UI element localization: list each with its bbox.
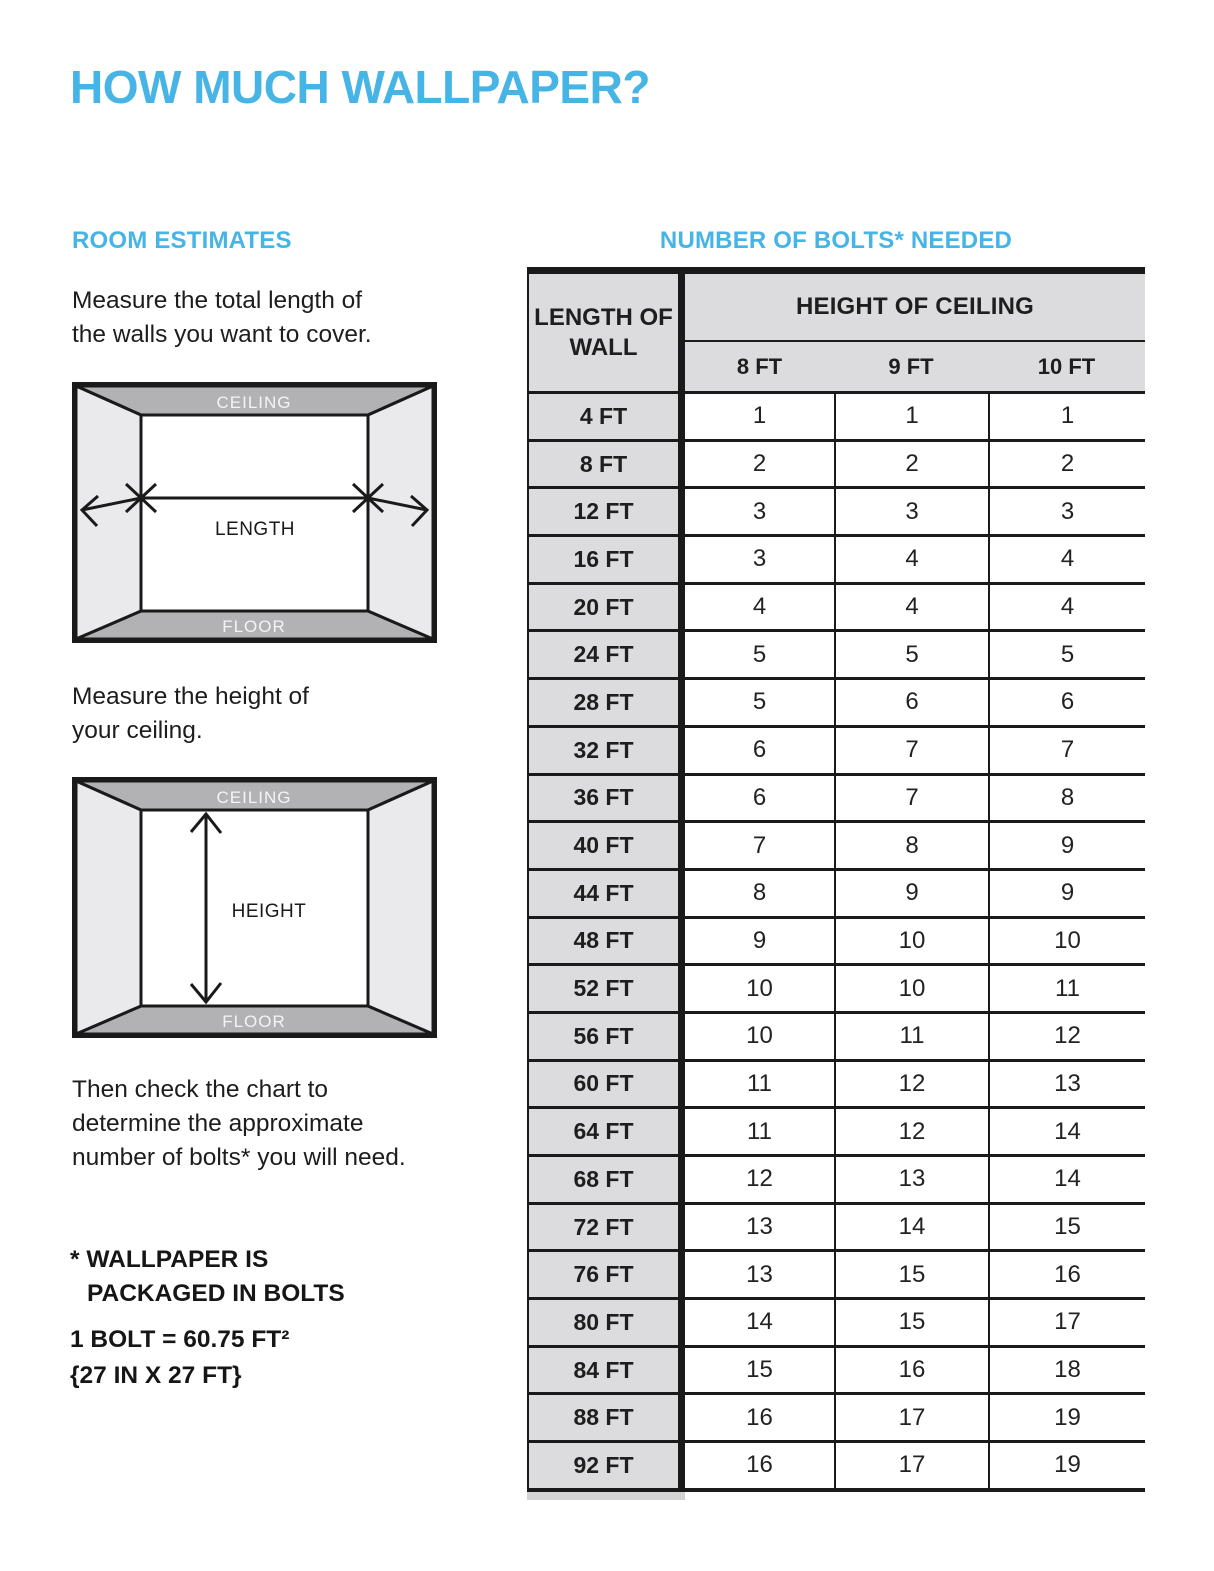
bolt-count-cell: 12 <box>988 1014 1145 1059</box>
wall-length-cell: 80 FT <box>527 1300 685 1345</box>
table-top-border <box>527 267 1145 274</box>
wall-length-cell: 4 FT <box>527 394 685 439</box>
instruction-line: your ceiling. <box>72 717 203 744</box>
bolt-count-cell: 14 <box>834 1205 988 1250</box>
bolt-count-cell: 1 <box>834 394 988 439</box>
bolt-count-cell: 8 <box>988 776 1145 821</box>
table-row <box>527 391 1145 439</box>
bolt-count-cell: 7 <box>834 728 988 773</box>
table-row <box>527 1392 1145 1440</box>
ceiling-height-header-group <box>685 274 1145 391</box>
bolt-count-cell: 9 <box>988 823 1145 868</box>
instruction-line: determine the approximate <box>72 1110 364 1137</box>
column-header-9ft: 9 FT <box>888 353 934 379</box>
table-row <box>527 916 1145 964</box>
table-row <box>527 820 1145 868</box>
footnote-asterisk: * <box>70 1246 80 1273</box>
bolt-count-cell: 11 <box>988 966 1145 1011</box>
bolt-count-cell: 1 <box>685 394 834 439</box>
ceiling-height-subheaders <box>685 340 1145 391</box>
right-wall <box>368 781 433 1034</box>
bolt-count-cell: 2 <box>685 442 834 487</box>
table-row <box>527 677 1145 725</box>
bolt-count-cell: 15 <box>685 1348 834 1393</box>
bolt-count-cell: 19 <box>988 1395 1145 1440</box>
wall-length-cell: 24 FT <box>527 632 685 677</box>
wall-length-cell: 60 FT <box>527 1062 685 1107</box>
bolt-count-cell: 10 <box>685 966 834 1011</box>
bolt-count-cell: 17 <box>834 1443 988 1488</box>
bolt-count-cell: 2 <box>834 442 988 487</box>
bolt-count-cell: 12 <box>834 1109 988 1154</box>
bolts-table <box>527 267 1145 1500</box>
bolt-count-cell: 13 <box>685 1252 834 1297</box>
wall-length-cell: 52 FT <box>527 966 685 1011</box>
room-length-diagram <box>72 382 437 643</box>
bolt-count-cell: 5 <box>685 680 834 725</box>
instruction-line: the walls you want to cover. <box>72 321 372 348</box>
table-row <box>527 1345 1145 1393</box>
length-label: LENGTH <box>214 519 296 540</box>
ceiling-label: CEILING <box>216 788 292 807</box>
column-header-10ft: 10 FT <box>1037 353 1096 379</box>
bolt-count-cell: 1 <box>988 394 1145 439</box>
bolt-count-cell: 13 <box>988 1062 1145 1107</box>
left-wall <box>76 781 141 1034</box>
table-row <box>527 439 1145 487</box>
wall-length-cell: 76 FT <box>527 1252 685 1297</box>
bolts-footnote <box>70 1243 345 1311</box>
table-row <box>527 1059 1145 1107</box>
bolt-count-cell: 3 <box>988 489 1145 534</box>
wall-length-cell: 8 FT <box>527 442 685 487</box>
bolt-count-cell: 4 <box>834 585 988 630</box>
bolts-table-heading: NUMBER OF BOLTS* NEEDED <box>659 227 1013 254</box>
instruction-line: Then check the chart to <box>72 1076 329 1103</box>
room-estimates-heading: ROOM ESTIMATES <box>72 227 292 254</box>
check-chart-instruction <box>72 1073 406 1175</box>
table-row <box>527 963 1145 1011</box>
bolt-count-cell: 4 <box>988 537 1145 582</box>
wall-length-cell: 92 FT <box>527 1443 685 1488</box>
bolt-count-cell: 15 <box>834 1300 988 1345</box>
bolt-count-cell: 7 <box>685 823 834 868</box>
height-label: HEIGHT <box>231 901 307 922</box>
wall-length-cell: 84 FT <box>527 1348 685 1393</box>
bolt-count-cell: 6 <box>685 728 834 773</box>
wall-length-cell: 36 FT <box>527 776 685 821</box>
wall-length-cell: 72 FT <box>527 1205 685 1250</box>
bolt-count-cell: 17 <box>988 1300 1145 1345</box>
wall-length-cell: 68 FT <box>527 1157 685 1202</box>
bolt-count-cell: 11 <box>685 1062 834 1107</box>
table-row <box>527 1297 1145 1345</box>
table-row <box>527 1249 1145 1297</box>
table-row <box>527 1106 1145 1154</box>
bolt-count-cell: 10 <box>685 1014 834 1059</box>
footnote-line: PACKAGED IN BOLTS <box>87 1280 345 1307</box>
table-row <box>527 1202 1145 1250</box>
table-row <box>527 725 1145 773</box>
bolt-count-cell: 3 <box>685 489 834 534</box>
wall-length-cell: 40 FT <box>527 823 685 868</box>
bolt-count-cell: 12 <box>834 1062 988 1107</box>
wall-length-cell: 64 FT <box>527 1109 685 1154</box>
bolt-count-cell: 16 <box>834 1348 988 1393</box>
back-wall <box>141 415 368 611</box>
bolt-count-cell: 14 <box>988 1109 1145 1154</box>
wall-length-cell: 56 FT <box>527 1014 685 1059</box>
table-row <box>527 1011 1145 1059</box>
bolt-count-cell: 15 <box>988 1205 1145 1250</box>
bolt-count-cell: 14 <box>988 1157 1145 1202</box>
wall-length-cell: 28 FT <box>527 680 685 725</box>
bolt-count-cell: 11 <box>685 1109 834 1154</box>
bolt-count-cell: 6 <box>834 680 988 725</box>
wall-length-cell: 32 FT <box>527 728 685 773</box>
table-bottom-strip <box>527 1492 685 1500</box>
bolt-count-cell: 5 <box>685 632 834 677</box>
bolt-count-cell: 10 <box>988 919 1145 964</box>
bolt-count-cell: 8 <box>685 871 834 916</box>
table-row <box>527 629 1145 677</box>
table-row <box>527 1154 1145 1202</box>
bolt-count-cell: 18 <box>988 1348 1145 1393</box>
bolt-count-cell: 15 <box>834 1252 988 1297</box>
bolt-equation: 1 BOLT = 60.75 FT² <box>70 1326 290 1353</box>
bolt-count-cell: 3 <box>834 489 988 534</box>
page-title: HOW MUCH WALLPAPER? <box>70 61 650 113</box>
table-body <box>527 391 1145 1492</box>
bolt-count-cell: 5 <box>988 632 1145 677</box>
bolt-count-cell: 16 <box>685 1395 834 1440</box>
bolt-count-cell: 19 <box>988 1443 1145 1488</box>
bolt-count-cell: 4 <box>834 537 988 582</box>
table-row <box>527 773 1145 821</box>
bolt-count-cell: 9 <box>988 871 1145 916</box>
table-row <box>527 486 1145 534</box>
bolt-count-cell: 9 <box>834 871 988 916</box>
bolt-count-cell: 16 <box>988 1252 1145 1297</box>
table-row <box>527 1440 1145 1488</box>
wall-length-cell: 16 FT <box>527 537 685 582</box>
wall-length-cell: 44 FT <box>527 871 685 916</box>
bolt-size-note <box>70 1322 289 1394</box>
bolt-count-cell: 8 <box>834 823 988 868</box>
wall-length-cell: 48 FT <box>527 919 685 964</box>
floor-label: FLOOR <box>222 1012 286 1031</box>
wall-length-cell: 88 FT <box>527 1395 685 1440</box>
table-row <box>527 868 1145 916</box>
ceiling-label: CEILING <box>216 393 292 412</box>
measure-height-instruction <box>72 680 309 748</box>
bolt-count-cell: 13 <box>834 1157 988 1202</box>
table-row <box>527 582 1145 630</box>
floor-label: FLOOR <box>222 617 286 636</box>
wall-length-cell: 20 FT <box>527 585 685 630</box>
bolt-count-cell: 12 <box>685 1157 834 1202</box>
bolt-count-cell: 16 <box>685 1443 834 1488</box>
wall-length-cell: 12 FT <box>527 489 685 534</box>
bolt-count-cell: 10 <box>834 919 988 964</box>
footnote-line: WALLPAPER IS <box>86 1246 269 1273</box>
bolt-count-cell: 4 <box>685 585 834 630</box>
bolt-count-cell: 2 <box>988 442 1145 487</box>
room-height-diagram <box>72 777 437 1038</box>
instruction-line: Measure the total length of <box>72 287 363 314</box>
height-of-ceiling-header: HEIGHT OF CEILING <box>795 293 1035 320</box>
bolt-count-cell: 6 <box>685 776 834 821</box>
bolt-count-cell: 10 <box>834 966 988 1011</box>
bolt-count-cell: 17 <box>834 1395 988 1440</box>
instruction-line: number of bolts* you will need. <box>72 1144 406 1171</box>
bolt-count-cell: 7 <box>988 728 1145 773</box>
measure-length-instruction <box>72 284 372 352</box>
instruction-line: Measure the height of <box>72 683 309 710</box>
length-of-wall-header: LENGTH OF WALL <box>527 274 685 391</box>
bolt-count-cell: 5 <box>834 632 988 677</box>
bolt-count-cell: 4 <box>988 585 1145 630</box>
column-header-8ft: 8 FT <box>736 353 783 379</box>
bolt-count-cell: 6 <box>988 680 1145 725</box>
bolt-dimensions: {27 IN X 27 FT} <box>70 1362 242 1389</box>
table-row <box>527 534 1145 582</box>
table-header <box>527 274 1145 391</box>
bolt-count-cell: 9 <box>685 919 834 964</box>
bolt-count-cell: 13 <box>685 1205 834 1250</box>
bolt-count-cell: 11 <box>834 1014 988 1059</box>
bolt-count-cell: 3 <box>685 537 834 582</box>
bolt-count-cell: 14 <box>685 1300 834 1345</box>
bolt-count-cell: 7 <box>834 776 988 821</box>
